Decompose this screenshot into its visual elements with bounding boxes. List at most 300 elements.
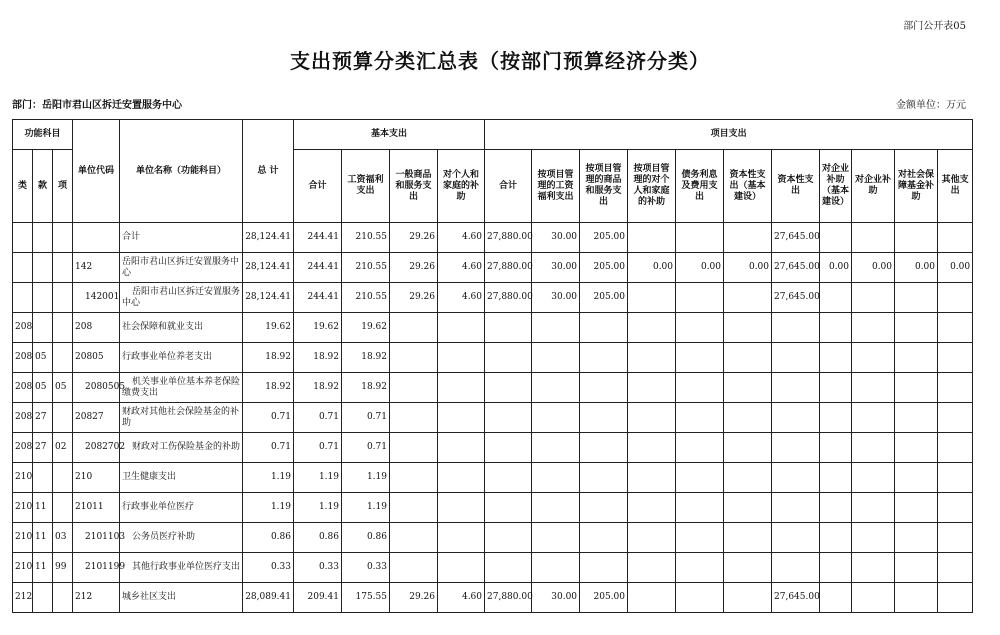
- header-project-salary: 按项目管理的工资福利支出: [532, 150, 580, 223]
- cell-basic-personal: [438, 463, 485, 493]
- cell-basic-goods: [390, 493, 438, 523]
- cell-project-capital: 27,645.00: [772, 223, 820, 253]
- cell-project-salary: [532, 493, 580, 523]
- header-project-capital: 资本性支出: [772, 150, 820, 223]
- cell-project-other: [938, 403, 973, 433]
- cell-xiang: 05: [53, 373, 73, 403]
- cell-basic-salary: 175.55: [342, 583, 390, 613]
- cell-project-social: [895, 523, 938, 553]
- cell-project-social: [895, 283, 938, 313]
- cell-project-enterprise: [852, 313, 895, 343]
- table-row: [13, 433, 973, 463]
- cell-basic-goods: 29.26: [390, 253, 438, 283]
- cell-project-other: [938, 463, 973, 493]
- cell-basic-total: 244.41: [294, 283, 342, 313]
- cell-project-debt: [676, 223, 724, 253]
- cell-project-debt: [676, 433, 724, 463]
- cell-project-social: [895, 313, 938, 343]
- cell-project-capital-infra: [724, 283, 772, 313]
- cell-unit-code: 212: [73, 583, 120, 613]
- cell-project-enterprise-infra: [820, 403, 852, 433]
- table-row: [13, 463, 973, 493]
- cell-basic-salary: 0.71: [342, 403, 390, 433]
- cell-project-personal: [628, 493, 676, 523]
- cell-project-debt: [676, 523, 724, 553]
- cell-basic-salary: 19.62: [342, 313, 390, 343]
- header-unit-name: 单位名称（功能科目）: [120, 120, 243, 223]
- cell-project-capital-infra: [724, 583, 772, 613]
- cell-basic-salary: 18.92: [342, 343, 390, 373]
- header-basic-expenditure: 基本支出: [294, 120, 485, 150]
- cell-project-goods: 205.00: [580, 253, 628, 283]
- cell-basic-total: 18.92: [294, 343, 342, 373]
- cell-project-total: [485, 553, 532, 583]
- cell-project-capital-infra: [724, 463, 772, 493]
- cell-unit-code: 2101199: [73, 553, 120, 583]
- cell-unit-code: 21011: [73, 493, 120, 523]
- cell-unit-code: 20827: [73, 403, 120, 433]
- cell-project-salary: 30.00: [532, 253, 580, 283]
- header-project-enterprise: 对企业补助: [852, 150, 895, 223]
- cell-unit-name: 社会保障和就业支出: [120, 313, 243, 343]
- cell-unit-name: 岳阳市君山区拆迁安置服务中心: [120, 283, 243, 313]
- cell-project-social: 0.00: [895, 253, 938, 283]
- cell-project-enterprise: [852, 463, 895, 493]
- cell-basic-personal: [438, 523, 485, 553]
- cell-basic-goods: 29.26: [390, 583, 438, 613]
- cell-xiang: [53, 343, 73, 373]
- cell-project-enterprise-infra: [820, 493, 852, 523]
- cell-basic-total: 0.71: [294, 403, 342, 433]
- cell-unit-code: 2080505: [73, 373, 120, 403]
- cell-basic-personal: 4.60: [438, 583, 485, 613]
- cell-basic-goods: [390, 313, 438, 343]
- cell-project-debt: 0.00: [676, 253, 724, 283]
- header-project-enterprise-infra: 对企业补助（基本建设）: [820, 150, 852, 223]
- cell-project-personal: [628, 403, 676, 433]
- cell-project-goods: [580, 373, 628, 403]
- cell-basic-personal: [438, 403, 485, 433]
- cell-project-capital: [772, 433, 820, 463]
- cell-project-other: [938, 223, 973, 253]
- cell-project-goods: [580, 403, 628, 433]
- cell-project-enterprise-infra: [820, 463, 852, 493]
- amount-unit-label: 金额单位：万元: [896, 100, 966, 111]
- cell-project-total: 27,880.00: [485, 223, 532, 253]
- cell-project-capital: [772, 493, 820, 523]
- cell-project-goods: [580, 343, 628, 373]
- table-number-label: 部门公开表05: [903, 21, 966, 32]
- table-row: [13, 223, 973, 253]
- header-project-capital-infra: 资本性支出（基本建设）: [724, 150, 772, 223]
- cell-project-debt: [676, 553, 724, 583]
- cell-basic-salary: 1.19: [342, 463, 390, 493]
- cell-unit-name: 城乡社区支出: [120, 583, 243, 613]
- cell-project-total: 27,880.00: [485, 283, 532, 313]
- table-row: [13, 373, 973, 403]
- cell-lei: 210: [13, 523, 33, 553]
- cell-project-capital: 27,645.00: [772, 583, 820, 613]
- cell-unit-name: 行政事业单位养老支出: [120, 343, 243, 373]
- cell-project-capital-infra: [724, 223, 772, 253]
- cell-basic-total: 1.19: [294, 493, 342, 523]
- cell-project-other: [938, 493, 973, 523]
- cell-project-enterprise: [852, 523, 895, 553]
- cell-project-enterprise-infra: [820, 313, 852, 343]
- header-project-debt: 债务利息及费用支出: [676, 150, 724, 223]
- cell-project-goods: [580, 523, 628, 553]
- cell-basic-personal: [438, 343, 485, 373]
- cell-unit-name: 财政对工伤保险基金的补助: [120, 433, 243, 463]
- table-row: [13, 403, 973, 433]
- cell-project-capital-infra: [724, 493, 772, 523]
- cell-project-social: [895, 403, 938, 433]
- cell-total: 0.71: [243, 403, 294, 433]
- cell-total: 1.19: [243, 493, 294, 523]
- cell-project-total: [485, 433, 532, 463]
- cell-kuan: 11: [33, 493, 53, 523]
- cell-project-goods: 205.00: [580, 583, 628, 613]
- cell-xiang: 99: [53, 553, 73, 583]
- cell-basic-goods: [390, 463, 438, 493]
- cell-project-debt: [676, 283, 724, 313]
- cell-project-total: [485, 313, 532, 343]
- cell-kuan: [33, 463, 53, 493]
- cell-xiang: [53, 253, 73, 283]
- cell-project-personal: [628, 343, 676, 373]
- cell-project-enterprise: [852, 343, 895, 373]
- cell-project-salary: [532, 313, 580, 343]
- cell-total: 0.33: [243, 553, 294, 583]
- cell-xiang: [53, 403, 73, 433]
- cell-project-enterprise-infra: [820, 583, 852, 613]
- cell-basic-personal: [438, 313, 485, 343]
- cell-project-total: [485, 343, 532, 373]
- cell-project-salary: [532, 373, 580, 403]
- header-xiang: 项: [53, 150, 73, 223]
- cell-project-capital: [772, 403, 820, 433]
- cell-basic-goods: [390, 553, 438, 583]
- cell-project-other: 0.00: [938, 253, 973, 283]
- cell-project-debt: [676, 493, 724, 523]
- cell-project-total: 27,880.00: [485, 583, 532, 613]
- cell-unit-name: 公务员医疗补助: [120, 523, 243, 553]
- cell-project-social: [895, 493, 938, 523]
- cell-total: 19.62: [243, 313, 294, 343]
- cell-project-social: [895, 553, 938, 583]
- cell-basic-personal: [438, 493, 485, 523]
- expenditure-summary-table: [12, 119, 973, 613]
- cell-project-goods: 205.00: [580, 283, 628, 313]
- cell-project-enterprise-infra: [820, 283, 852, 313]
- cell-basic-salary: 0.71: [342, 433, 390, 463]
- cell-basic-personal: 4.60: [438, 223, 485, 253]
- cell-project-other: [938, 523, 973, 553]
- cell-basic-goods: [390, 403, 438, 433]
- cell-project-other: [938, 343, 973, 373]
- cell-project-enterprise-infra: [820, 523, 852, 553]
- cell-kuan: [33, 283, 53, 313]
- cell-project-enterprise: [852, 373, 895, 403]
- cell-project-personal: [628, 373, 676, 403]
- cell-basic-total: 19.62: [294, 313, 342, 343]
- cell-project-goods: [580, 433, 628, 463]
- page-title: 支出预算分类汇总表（按部门预算经济分类）: [290, 49, 710, 73]
- table-row: [13, 493, 973, 523]
- header-kuan: 款: [33, 150, 53, 223]
- cell-kuan: [33, 253, 53, 283]
- cell-project-capital: [772, 463, 820, 493]
- cell-project-capital-infra: [724, 433, 772, 463]
- header-total: 总 计: [243, 120, 294, 223]
- cell-project-capital-infra: [724, 313, 772, 343]
- cell-basic-salary: 1.19: [342, 493, 390, 523]
- cell-project-personal: [628, 283, 676, 313]
- cell-lei: 210: [13, 553, 33, 583]
- cell-project-capital-infra: [724, 403, 772, 433]
- cell-basic-total: 0.86: [294, 523, 342, 553]
- cell-project-enterprise: [852, 223, 895, 253]
- header-project-goods: 按项目管理的商品和服务支出: [580, 150, 628, 223]
- cell-project-enterprise: [852, 583, 895, 613]
- cell-total: 28,124.41: [243, 253, 294, 283]
- table-row: [13, 583, 973, 613]
- cell-basic-goods: [390, 523, 438, 553]
- header-project-social: 对社会保障基金补助: [895, 150, 938, 223]
- cell-project-goods: 205.00: [580, 223, 628, 253]
- cell-unit-code: 142001: [73, 283, 120, 313]
- cell-project-enterprise: [852, 283, 895, 313]
- cell-project-total: [485, 463, 532, 493]
- header-project-total: 合计: [485, 150, 532, 223]
- header-basic-personal: 对个人和家庭的补助: [438, 150, 485, 223]
- cell-project-capital: 27,645.00: [772, 283, 820, 313]
- cell-lei: 208: [13, 433, 33, 463]
- cell-basic-salary: 210.55: [342, 253, 390, 283]
- cell-total: 18.92: [243, 373, 294, 403]
- cell-project-salary: 30.00: [532, 283, 580, 313]
- cell-unit-code: 2082702: [73, 433, 120, 463]
- cell-basic-total: 244.41: [294, 223, 342, 253]
- cell-kuan: [33, 223, 53, 253]
- header-project-personal: 按项目管理的对个人和家庭的补助: [628, 150, 676, 223]
- cell-project-capital: [772, 373, 820, 403]
- cell-project-goods: [580, 313, 628, 343]
- cell-basic-total: 209.41: [294, 583, 342, 613]
- cell-project-capital: [772, 313, 820, 343]
- cell-project-other: [938, 553, 973, 583]
- cell-project-salary: [532, 343, 580, 373]
- cell-project-enterprise-infra: [820, 373, 852, 403]
- header-project-expenditure: 项目支出: [485, 120, 973, 150]
- table-header: [13, 120, 973, 223]
- cell-project-other: [938, 313, 973, 343]
- department-label: 部门：岳阳市君山区拆迁安置服务中心: [12, 100, 182, 111]
- cell-basic-personal: 4.60: [438, 253, 485, 283]
- cell-project-enterprise: [852, 433, 895, 463]
- cell-total: 1.19: [243, 463, 294, 493]
- header-basic-total: 合计: [294, 150, 342, 223]
- cell-lei: 212: [13, 583, 33, 613]
- cell-unit-code: 20805: [73, 343, 120, 373]
- cell-project-enterprise-infra: [820, 343, 852, 373]
- cell-project-salary: [532, 463, 580, 493]
- cell-xiang: [53, 463, 73, 493]
- cell-kuan: 05: [33, 373, 53, 403]
- cell-project-enterprise: [852, 553, 895, 583]
- table-row: [13, 283, 973, 313]
- cell-unit-name: 财政对其他社会保险基金的补助: [120, 403, 243, 433]
- cell-basic-salary: 210.55: [342, 283, 390, 313]
- cell-basic-total: 244.41: [294, 253, 342, 283]
- cell-project-enterprise-infra: 0.00: [820, 253, 852, 283]
- cell-project-social: [895, 433, 938, 463]
- cell-project-salary: [532, 553, 580, 583]
- cell-basic-salary: 18.92: [342, 373, 390, 403]
- cell-project-debt: [676, 463, 724, 493]
- cell-kuan: [33, 313, 53, 343]
- cell-project-debt: [676, 313, 724, 343]
- cell-lei: 208: [13, 313, 33, 343]
- cell-project-personal: 0.00: [628, 253, 676, 283]
- cell-unit-name: 其他行政事业单位医疗支出: [120, 553, 243, 583]
- table-row: [13, 553, 973, 583]
- cell-project-personal: [628, 463, 676, 493]
- cell-project-capital: [772, 343, 820, 373]
- cell-project-salary: 30.00: [532, 223, 580, 253]
- header-func-subject: 功能科目: [13, 120, 73, 150]
- cell-basic-total: 0.33: [294, 553, 342, 583]
- cell-basic-goods: 29.26: [390, 223, 438, 253]
- cell-project-goods: [580, 493, 628, 523]
- cell-project-social: [895, 463, 938, 493]
- cell-project-enterprise-infra: [820, 433, 852, 463]
- cell-xiang: [53, 493, 73, 523]
- cell-basic-salary: 0.86: [342, 523, 390, 553]
- cell-basic-total: 0.71: [294, 433, 342, 463]
- cell-project-total: [485, 493, 532, 523]
- header-basic-goods: 一般商品和服务支出: [390, 150, 438, 223]
- table-row: [13, 343, 973, 373]
- cell-project-salary: [532, 403, 580, 433]
- cell-basic-goods: [390, 373, 438, 403]
- cell-project-personal: [628, 313, 676, 343]
- cell-xiang: [53, 283, 73, 313]
- cell-project-personal: [628, 523, 676, 553]
- cell-project-enterprise: [852, 493, 895, 523]
- cell-unit-name: 机关事业单位基本养老保险缴费支出: [120, 373, 243, 403]
- cell-project-total: [485, 373, 532, 403]
- cell-unit-code: 210: [73, 463, 120, 493]
- cell-project-salary: [532, 433, 580, 463]
- cell-kuan: 27: [33, 403, 53, 433]
- cell-lei: 210: [13, 463, 33, 493]
- cell-basic-personal: 4.60: [438, 283, 485, 313]
- cell-kuan: 11: [33, 553, 53, 583]
- cell-xiang: [53, 223, 73, 253]
- cell-unit-code: [73, 223, 120, 253]
- cell-total: 0.86: [243, 523, 294, 553]
- cell-project-total: 27,880.00: [485, 253, 532, 283]
- cell-project-personal: [628, 553, 676, 583]
- header-basic-salary: 工资福利支出: [342, 150, 390, 223]
- table-row: [13, 253, 973, 283]
- cell-basic-personal: [438, 433, 485, 463]
- cell-project-capital-infra: [724, 373, 772, 403]
- cell-unit-name: 行政事业单位医疗: [120, 493, 243, 523]
- cell-project-debt: [676, 403, 724, 433]
- cell-unit-name: 合计: [120, 223, 243, 253]
- cell-total: 28,124.41: [243, 283, 294, 313]
- cell-unit-name: 卫生健康支出: [120, 463, 243, 493]
- cell-project-personal: [628, 223, 676, 253]
- cell-total: 0.71: [243, 433, 294, 463]
- header-lei: 类: [13, 150, 33, 223]
- cell-lei: 210: [13, 493, 33, 523]
- cell-xiang: 03: [53, 523, 73, 553]
- cell-project-social: [895, 223, 938, 253]
- cell-project-capital-infra: [724, 553, 772, 583]
- cell-project-social: [895, 583, 938, 613]
- cell-kuan: 11: [33, 523, 53, 553]
- cell-project-social: [895, 373, 938, 403]
- cell-project-goods: [580, 463, 628, 493]
- cell-basic-salary: 0.33: [342, 553, 390, 583]
- cell-lei: 208: [13, 343, 33, 373]
- cell-project-other: [938, 283, 973, 313]
- table-row: [13, 313, 973, 343]
- cell-lei: 208: [13, 373, 33, 403]
- cell-total: 28,124.41: [243, 223, 294, 253]
- cell-basic-personal: [438, 373, 485, 403]
- cell-project-social: [895, 343, 938, 373]
- cell-project-other: [938, 583, 973, 613]
- cell-project-other: [938, 433, 973, 463]
- cell-project-capital-infra: 0.00: [724, 253, 772, 283]
- cell-kuan: [33, 583, 53, 613]
- cell-project-goods: [580, 553, 628, 583]
- cell-project-salary: [532, 523, 580, 553]
- cell-basic-personal: [438, 553, 485, 583]
- cell-project-capital: [772, 553, 820, 583]
- cell-project-capital: 27,645.00: [772, 253, 820, 283]
- cell-unit-code: 208: [73, 313, 120, 343]
- cell-lei: 208: [13, 403, 33, 433]
- cell-total: 18.92: [243, 343, 294, 373]
- cell-basic-total: 1.19: [294, 463, 342, 493]
- cell-project-debt: [676, 343, 724, 373]
- cell-unit-name: 岳阳市君山区拆迁安置服务中心: [120, 253, 243, 283]
- cell-kuan: 05: [33, 343, 53, 373]
- cell-project-capital: [772, 523, 820, 553]
- cell-kuan: 27: [33, 433, 53, 463]
- cell-lei: [13, 223, 33, 253]
- cell-project-debt: [676, 583, 724, 613]
- cell-project-other: [938, 373, 973, 403]
- cell-project-enterprise: [852, 403, 895, 433]
- table-body: [13, 223, 973, 613]
- cell-unit-code: 2101103: [73, 523, 120, 553]
- cell-xiang: [53, 313, 73, 343]
- cell-project-enterprise: 0.00: [852, 253, 895, 283]
- cell-project-personal: [628, 433, 676, 463]
- cell-xiang: 02: [53, 433, 73, 463]
- cell-project-personal: [628, 583, 676, 613]
- cell-lei: [13, 283, 33, 313]
- cell-project-total: [485, 403, 532, 433]
- cell-project-debt: [676, 373, 724, 403]
- cell-basic-goods: [390, 433, 438, 463]
